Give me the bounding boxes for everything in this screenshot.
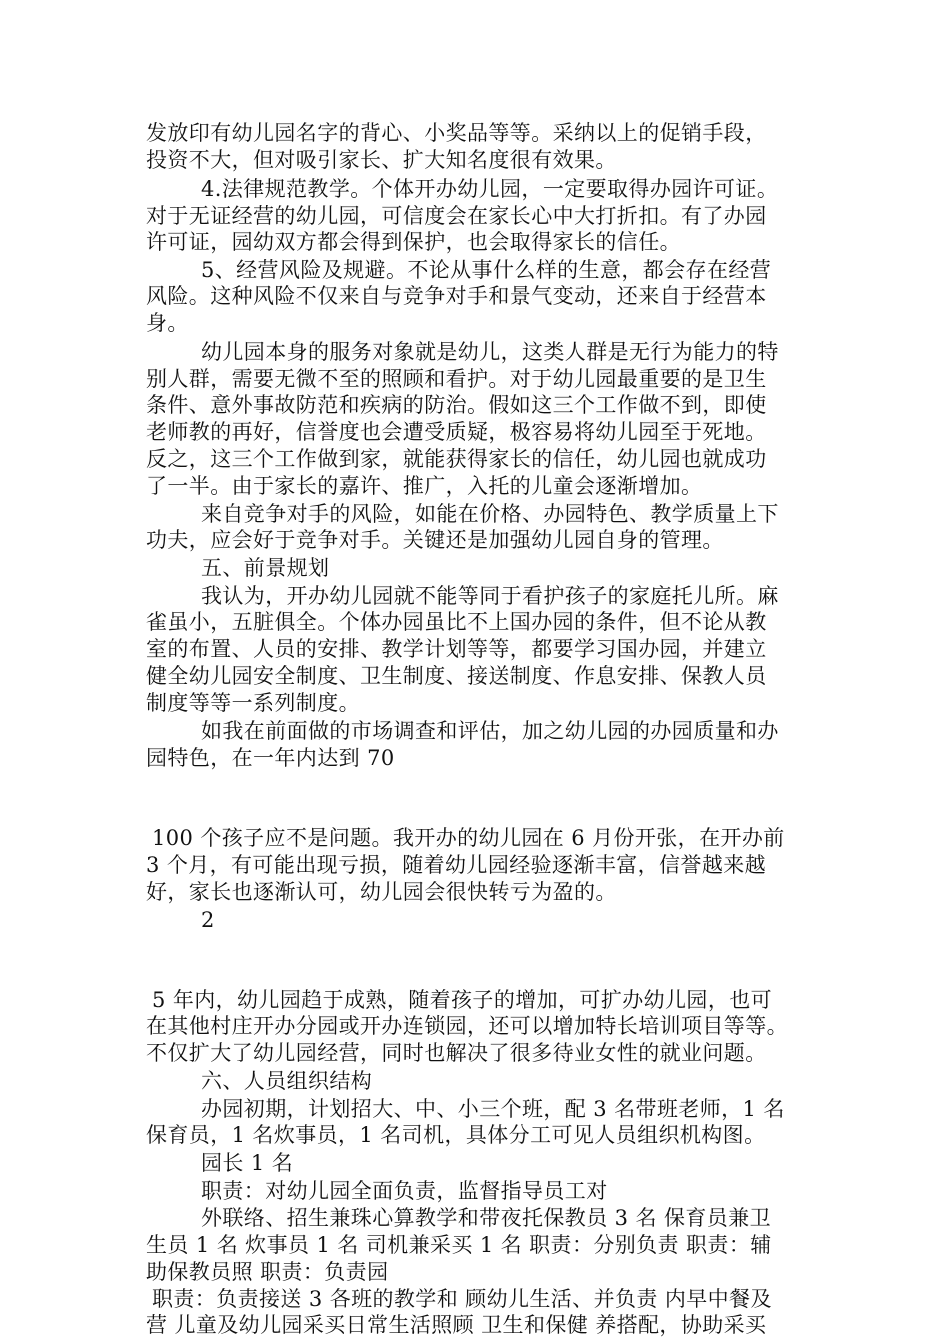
text-line: 保育员，1 名炊事员，1 名司机，具体分工可见人员组织机构图。 [146,1123,766,1147]
text-line: 来自竞争对手的风险，如能在价格、办园特色、教学质量上下 [201,502,779,526]
text-line: 4.法律规范教学。个体开办幼儿园，一定要取得办园许可证。 [201,177,779,201]
text-line: 助保教员照 职责：负责园 [146,1260,389,1284]
text-line: 发放印有幼儿园名字的背心、小奖品等等。采纳以上的促销手段， [146,121,767,145]
text-line: 外联络、招生兼珠心算教学和带夜托保教员 3 名 保育员兼卫 [201,1206,771,1230]
text-line: 风险。这种风险不仅来自与竞争对手和景气变动，还来自于经营本 [146,284,767,308]
text-line: 许可证，园幼双方都会得到保护，也会取得家长的信任。 [146,230,681,254]
text-line: 职责：对幼儿园全面负责，监督指导员工对 [201,1179,608,1203]
text-line: 生员 1 名 炊事员 1 名 司机兼采买 1 名 职责：分别负责 职责：辅 [146,1233,772,1257]
text-line: 条件、意外事故防范和疾病的防治。假如这三个工作做不到，即使 [146,393,767,417]
text-line: 3 个月，有可能出现亏损，随着幼儿园经验逐渐丰富，信誉越来越 [146,853,767,877]
text-line: 制度等等一系列制度。 [146,691,360,715]
section-heading: 五、前景规划 [201,556,330,580]
text-line: 投资不大，但对吸引家长、扩大知名度很有效果。 [146,148,617,172]
text-line: 身。 [146,311,189,335]
text-line: 100 个孩子应不是问题。我开办的幼儿园在 6 月份开张，在开办前 [152,826,785,850]
text-line: 不仅扩大了幼儿园经营，同时也解决了很多待业女性的就业问题。 [146,1041,767,1065]
text-line: 营 儿童及幼儿园采买日常生活照顾 卫生和保健 养搭配，协助采买 [146,1313,767,1337]
text-line: 老师教的再好，信誉度也会遭受质疑，极容易将幼儿园至于死地。 [146,420,767,444]
page-number: 2 [201,908,215,932]
text-line: 我认为，开办幼儿园就不能等同于看护孩子的家庭托儿所。麻 [201,584,779,608]
text-line: 园长 1 名 [201,1151,294,1175]
text-line: 在其他村庄开办分园或开办连锁园，还可以增加特长培训项目等等。 [146,1014,788,1038]
text-line: 健全幼儿园安全制度、卫生制度、接送制度、作息安排、保教人员 [146,664,767,688]
text-line: 功夫，应会好于竞争对手。关键还是加强幼儿园自身的管理。 [146,528,724,552]
text-line: 如我在前面做的市场调查和评估，加之幼儿园的办园质量和办 [201,719,779,743]
text-line: 幼儿园本身的服务对象就是幼儿，这类人群是无行为能力的特 [201,340,779,364]
text-line: 室的布置、人员的安排、教学计划等等，都要学习国办园，并建立 [146,637,767,661]
text-line: 职责：负责接送 3 各班的教学和 顾幼儿生活、并负责 内早中餐及 [152,1287,772,1311]
text-line: 对于无证经营的幼儿园，可信度会在家长心中大打折扣。有了办园 [146,204,767,228]
section-heading: 六、人员组织结构 [201,1069,373,1093]
text-line: 好，家长也逐渐认可，幼儿园会很快转亏为盈的。 [146,880,617,904]
text-line: 反之，这三个工作做到家，就能获得家长的信任，幼儿园也就成功 [146,447,767,471]
text-line: 5 年内，幼儿园趋于成熟，随着孩子的增加，可扩办幼儿园，也可 [152,988,773,1012]
text-line: 5、经营风险及规避。不论从事什么样的生意，都会存在经营 [201,258,772,282]
text-line: 别人群，需要无微不至的照顾和看护。对于幼儿园最重要的是卫生 [146,367,767,391]
text-line: 园特色，在一年内达到 70 [146,746,395,770]
text-line: 办园初期，计划招大、中、小三个班，配 3 名带班老师，1 名 [201,1097,785,1121]
text-line: 了一半。由于家长的嘉许、推广，入托的儿童会逐渐增加。 [146,474,703,498]
text-line: 雀虽小，五脏俱全。个体办园虽比不上国办园的条件，但不论从教 [146,610,767,634]
